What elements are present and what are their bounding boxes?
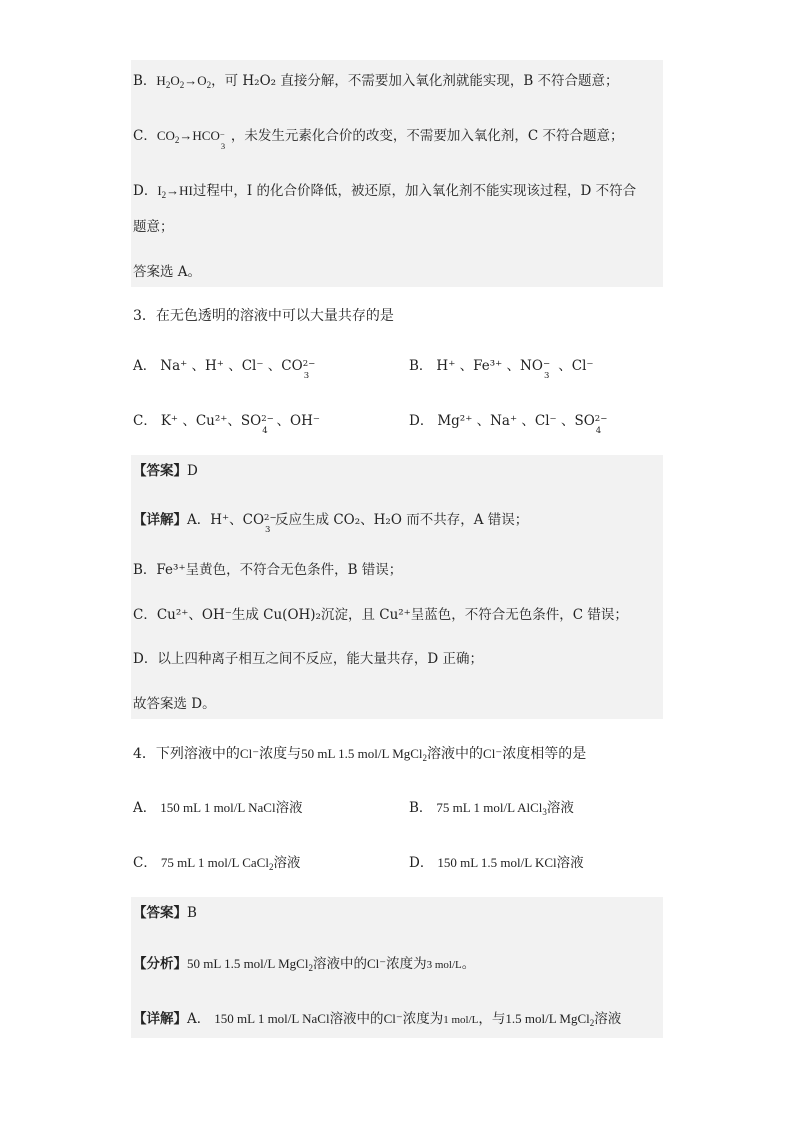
answer-block-q2 — [131, 60, 663, 287]
q3-detail-a: 【详解】A．H⁺、CO 2− 3 反应生成 CO₂、H₂O 而不共存，A 错误； — [133, 512, 529, 535]
q3-option-b: B． H⁺ 、Fe³⁺ 、NO − 3 、Cl⁻ — [409, 358, 594, 381]
q3-stem: 3．在无色透明的溶液中可以大量共存的是 — [133, 308, 394, 324]
q2-explain-b: B．$H_2O_2\to O_2$，可 H₂O₂ 直接分解，不需要加入氧化剂就能实现，B 不符合题意； — [133, 73, 619, 90]
q3-conclusion: 故答案选 D。 — [133, 696, 216, 712]
q3-detail-b: B．Fe³⁺呈黄色，不符合无色条件，B 错误； — [133, 562, 403, 578]
q2-answer: 答案选 A。 — [133, 264, 202, 280]
q4-option-a: A． 150 mL 1 mol/L NaCl溶液 — [133, 800, 303, 816]
q4-option-b: B． 75 mL 1 mol/L AlCl$_3$溶液 — [409, 800, 574, 817]
q3-detail-c: C．Cu²⁺、OH⁻生成 Cu(OH)₂沉淀，且 Cu²⁺呈蓝色，不符合无色条件，C 错误； — [133, 607, 628, 623]
q3-detail-d: D．以上四种离子相互之间不反应，能大量共存，D 正确； — [133, 651, 483, 667]
q4-detail-a: 【详解】A． 150 mL 1 mol/L NaCl溶液中的Cl⁻浓度为1 mol/L，与1.5 mol/L MgCl$_2$溶液 — [133, 1011, 622, 1028]
answer-block-q3 — [131, 455, 663, 719]
q3-option-a: A． Na⁺ 、H⁺ 、Cl⁻ 、CO 2− 3 — [133, 358, 316, 381]
q4-stem: 4．下列溶液中的Cl⁻浓度与50 mL 1.5 mol/L MgCl$_2$溶液中的Cl⁻浓度相等的是 — [133, 746, 587, 763]
q4-option-c: C． 75 mL 1 mol/L CaCl$_2$溶液 — [133, 855, 301, 872]
q4-answer: 【答案】B — [133, 905, 197, 921]
q3-option-d: D． Mg²⁺ 、Na⁺ 、Cl⁻ 、SO 2− 4 — [409, 413, 608, 436]
q2-explain-d: D．$I_2\to HI$过程中，I 的化合价降低，被还原，加入氧化剂不能实现该过程，D 不符合 — [133, 183, 637, 200]
q4-option-d: D． 150 mL 1.5 mol/L KCl溶液 — [409, 855, 584, 871]
q2-explain-c: C．$CO_2\to HCO$ − 3 ，未发生元素化合价的改变，不需要加入氧化剂，C 不符合题意； — [133, 128, 624, 151]
q2-explain-d-cont: 题意； — [133, 219, 174, 235]
q4-analysis: 【分析】50 mL 1.5 mol/L MgCl$_2$溶液中的Cl⁻浓度为3 mol/L。 — [133, 956, 476, 973]
q3-option-c: C． K⁺ 、Cu²⁺、SO 2− 4 、OH⁻ — [133, 413, 320, 436]
q3-answer: 【答案】D — [133, 463, 198, 479]
